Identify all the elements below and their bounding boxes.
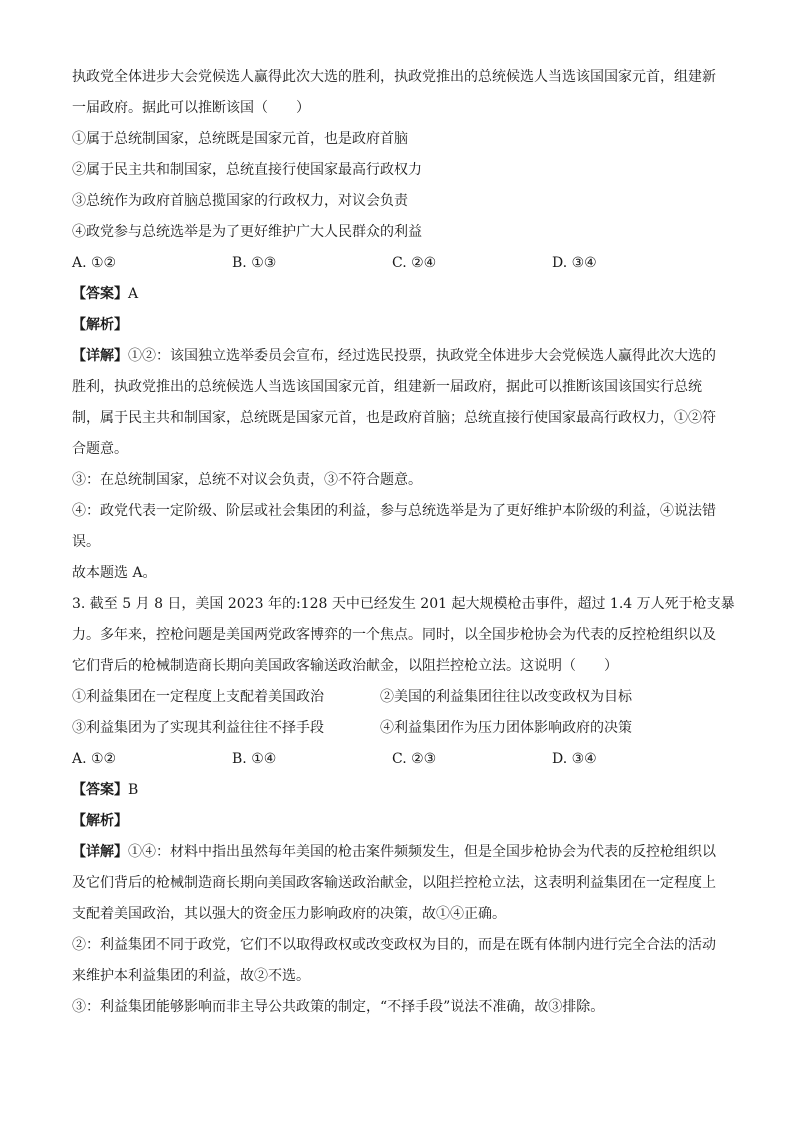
q2-detail-line: 制，属于民主共和制国家，总统既是国家元首，也是政府首脑；总统直接行使国家最高行政权力，①②符: [72, 410, 716, 426]
q3-detail-line: 支配着美国政治，其以强大的资金压力影响政府的决策，故①④正确。: [72, 906, 506, 922]
q3-option-d: D. ③④: [552, 751, 597, 767]
q2-options: [72, 248, 722, 279]
q3-option-b: B. ①④: [232, 751, 277, 767]
q2-note-3: ③：在总统制国家，总统不对议会负责，③不符合题意。: [72, 472, 422, 488]
q2-note-4: ④：政党代表一定阶级、阶层或社会集团的利益，参与总统选举是为了更好维护本阶级的利益，④说法错: [72, 503, 716, 519]
q3-note-2: 来维护本利益集团的利益，故②不选。: [72, 968, 310, 984]
q3-note-3: ③：利益集团能够影响而非主导公共政策的制定，“不择手段”说法不准确，故③排除。: [72, 999, 605, 1015]
document-page: [72, 62, 735, 1023]
q3-option-c: C. ②③: [392, 751, 437, 767]
q2-detail-line: 胜利，执政党推出的总统候选人当选该国国家元首，组建新一届政府，据此可以推断该国该国实行总统: [72, 379, 702, 395]
answer-value: A: [128, 286, 139, 302]
q2-option-a: A. ①②: [72, 255, 117, 271]
q3-statement: ③利益集团为了实现其利益往往不择手段: [72, 720, 324, 736]
q3-detail-line: 及它们背后的枪械制造商长期向美国政客输送政治献金，以阻拦控枪立法，这表明利益集团在一定程度上: [72, 875, 716, 891]
q3-stem-line: 力。多年来，控枪问题是美国两党政客博弈的一个焦点。同时，以全国步枪协会为代表的反控枪组织以及: [72, 627, 716, 643]
q3-note-2: ②：利益集团不同于政党，它们不以取得政权或改变政权为目的，而是在既有体制内进行完全合法的活动: [72, 937, 716, 953]
q3-stem-line: 它们背后的枪械制造商长期向美国政客输送政治献金，以阻拦控枪立法。这说明（ ）: [72, 658, 618, 674]
q3-option-a: A. ①②: [72, 751, 117, 767]
answer-value: B: [128, 782, 139, 798]
q3-stem-line: 3. 截至 5 月 8 日，美国 2023 年的:128 天中已经发生 201 起大规模枪击事件，超过 1.4 万人死于枪支暴: [72, 596, 735, 612]
q2-detail-line: 合题意。: [72, 441, 128, 457]
q3-options: [72, 744, 722, 775]
q2-statement: ②属于民主共和制国家，总统直接行使国家最高行政权力: [72, 162, 422, 178]
q2-option-c: C. ②④: [392, 255, 437, 271]
q3-detail-line: 【详解】①④：材料中指出虽然每年美国的枪击案件频频发生，但是全国步枪协会为代表的反控枪组织以: [72, 844, 716, 860]
q2-stem-line: 执政党全体进步大会党候选人赢得此次大选的胜利，执政党推出的总统候选人当选该国国家元首，组建新: [72, 69, 716, 85]
answer-label: 【答案】: [72, 286, 128, 302]
q2-answer: [72, 279, 722, 310]
q3-analysis-label: 【解析】: [72, 813, 128, 829]
q2-statement: ①属于总统制国家，总统既是国家元首，也是政府首脑: [72, 131, 408, 147]
q3-answer: [72, 775, 722, 806]
q2-conclusion: 故本题选 A。: [72, 565, 157, 581]
detail-label: 【详解】: [72, 844, 128, 860]
q3-statement-row: [72, 682, 722, 713]
q2-note-4: 误。: [72, 534, 100, 550]
q2-statement: ③总统作为政府首脑总揽国家的行政权力，对议会负责: [72, 193, 408, 209]
answer-label: 【答案】: [72, 782, 128, 798]
q2-option-b: B. ①③: [232, 255, 277, 271]
q2-statement: ④政党参与总统选举是为了更好维护广大人民群众的利益: [72, 224, 422, 240]
q2-detail-line: 【详解】①②：该国独立选举委员会宣布，经过选民投票，执政党全体进步大会党候选人赢得此次大选的: [72, 348, 716, 364]
q3-statement: ④利益集团作为压力团体影响政府的决策: [380, 720, 632, 736]
q3-statement: ①利益集团在一定程度上支配着美国政治: [72, 689, 324, 705]
q3-statement: ②美国的利益集团往往以改变政权为目标: [380, 689, 632, 705]
detail-label: 【详解】: [72, 348, 128, 364]
q3-statement-row: [72, 713, 722, 744]
q2-option-d: D. ③④: [552, 255, 597, 271]
q2-stem-line: 一届政府。据此可以推断该国（ ）: [72, 100, 310, 116]
q2-analysis-label: 【解析】: [72, 317, 128, 333]
